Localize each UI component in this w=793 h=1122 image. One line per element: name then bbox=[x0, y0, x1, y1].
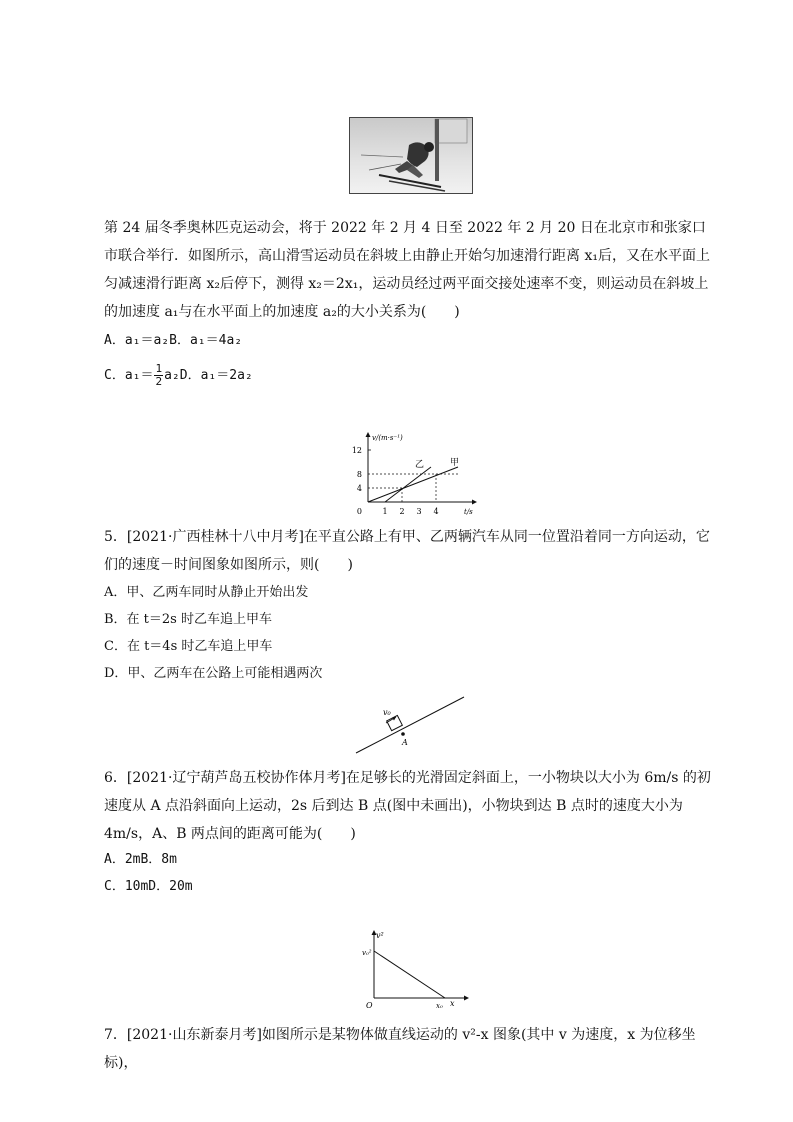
y-intercept-label: v₀² bbox=[362, 949, 372, 957]
q6-question bbox=[104, 764, 716, 848]
q6-incline-figure bbox=[350, 693, 468, 755]
q4-options-cd bbox=[104, 363, 253, 388]
x-tick-4: 4 bbox=[433, 507, 439, 516]
y-tick-12: 12 bbox=[351, 446, 362, 455]
q5-option-a: A．甲、乙两车同时从静止开始出发 bbox=[104, 585, 309, 600]
q5-vt-graph bbox=[340, 430, 480, 520]
line-jia bbox=[368, 467, 458, 502]
q5-text: 5．[2021·广西桂林十八中月考]在平直公路上有甲、乙两辆汽车从同一位置沿着同一方向运动，它们的速度－时间图象如图所示，则( ) bbox=[104, 529, 710, 573]
q4-question bbox=[104, 214, 716, 326]
q4-fraction-den: 2 bbox=[155, 375, 163, 388]
velocity-label: v₀ bbox=[383, 708, 391, 717]
q4-fraction bbox=[154, 363, 163, 388]
q4-options-ab: A．a₁＝a₂B．a₁＝4a₂ bbox=[104, 333, 243, 348]
q5-option-b: B．在 t＝2s 时乙车追上甲车 bbox=[104, 612, 272, 627]
x-axis-label: x bbox=[450, 999, 455, 1008]
y-axis-label: v² bbox=[376, 931, 384, 940]
y-axis-label: v/(m·s⁻¹) bbox=[372, 434, 403, 442]
x-tick-2: 2 bbox=[399, 507, 405, 516]
q5-option-c: C．在 t＝4s 时乙车追上甲车 bbox=[104, 639, 273, 654]
q7-text: 7．[2021·山东新泰月考]如图所示是某物体做直线运动的 v²-x 图象(其中 v 为速度，x 为位移坐标)， bbox=[104, 1027, 696, 1071]
y-tick-8: 8 bbox=[356, 470, 362, 479]
q6-text: 6．[2021·辽宁葫芦岛五校协作体月考]在足够长的光滑固定斜面上，一小物块以大小为 6m/s 的初速度从 A 点沿斜面向上运动，2s 后到达 B 点(图中未画出)，小物块到达 B 点时的速度大小为 4m/s，A、B 两点间的距离可能为( ) bbox=[104, 770, 711, 842]
q5-option-d: D．甲、乙两车在公路上可能相遇两次 bbox=[104, 666, 323, 681]
q4-text: 第 24 届冬季奥林匹克运动会，将于 2022 年 2 月 4 日至 2022 年 2 月 20 日在北京市和张家口市联合举行．如图所示，高山滑雪运动员在斜坡上由静止开始匀加速滑行距离 x₁后，又在水平面上匀减速滑行距离 x₂后停下，测得 x₂＝2x₁，运动员经过两平面交接处速率不变，则运动员在斜坡上的加速度 a₁与在水平面上的加速度 a₂的大小关系为( ) bbox=[104, 220, 710, 320]
skier-photo bbox=[349, 117, 473, 194]
x-tick-0: 0 bbox=[356, 507, 362, 516]
q4-option-c-suffix: a₂D．a₁＝2a₂ bbox=[164, 368, 253, 383]
x-intercept-label: x₀ bbox=[436, 1002, 443, 1010]
q7-v2x-graph bbox=[360, 928, 472, 1010]
x-tick-1: 1 bbox=[382, 507, 388, 516]
q4-option-c-prefix: C．a₁＝ bbox=[104, 368, 154, 383]
x-axis-label: t/s bbox=[464, 508, 473, 516]
origin-label: O bbox=[366, 1001, 373, 1010]
q7-question bbox=[104, 1021, 716, 1077]
label-jia: 甲 bbox=[450, 458, 460, 468]
line-yi bbox=[385, 467, 431, 502]
label-yi: 乙 bbox=[415, 460, 425, 470]
x-tick-3: 3 bbox=[416, 507, 422, 516]
q6-options-ab: A．2mB．8m bbox=[104, 852, 177, 867]
y-tick-4: 4 bbox=[356, 484, 362, 493]
q5-question bbox=[104, 523, 716, 579]
q6-options-cd: C．10mD．20m bbox=[104, 879, 193, 894]
point-a-label: A bbox=[402, 738, 408, 747]
q4-fraction-num: 1 bbox=[155, 362, 163, 375]
